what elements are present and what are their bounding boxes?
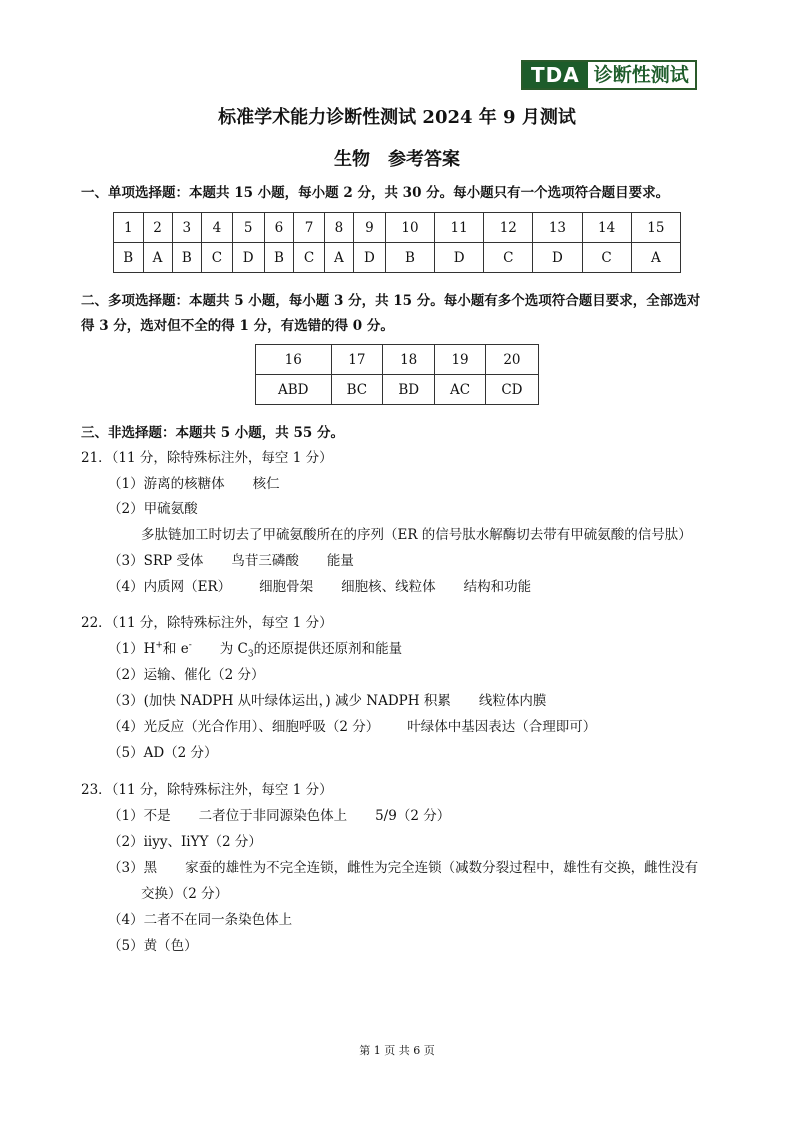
q23-answer-5: （5）黄（色） (108, 938, 198, 954)
section1-question-number-12: 12 (484, 213, 533, 243)
q22-4a: （4）光反应（光合作用）、细胞呼吸（2 分） (108, 719, 380, 735)
q21-answer-2: （2）甲硫氨酸 (108, 501, 198, 517)
section1-question-number-5: 5 (232, 213, 264, 243)
q23-answer-4: （4）二者不在同一条染色体上 (108, 912, 293, 928)
section2-answer-cell-5: CD (485, 375, 538, 405)
q22-answer-4 (108, 715, 596, 735)
q22-answer-5: （5）AD（2 分） (108, 745, 218, 761)
section1-question-number-11: 11 (435, 213, 484, 243)
q21-answer-1 (108, 472, 280, 492)
logo-tda-text: TDA (523, 62, 588, 88)
q22-1b: 为 C (219, 641, 248, 657)
q22-answer-3 (108, 689, 546, 709)
section2-answer-cell-3: BD (383, 375, 435, 405)
q21-4b: 细胞骨架 (259, 579, 314, 595)
section1-answer-cell-15: A (631, 243, 680, 273)
q22-1-sup2: - (188, 640, 192, 651)
q23-answer-1 (108, 804, 450, 824)
q22-1c: 的还原提供还原剂和能量 (253, 641, 403, 657)
q23-3a: （3）黑 (108, 860, 158, 876)
section2-answer-cell-4: AC (435, 375, 486, 405)
section1-question-number-15: 15 (631, 213, 680, 243)
section2-question-number-3: 18 (383, 345, 435, 375)
section1-answer-cell-10: B (385, 243, 434, 273)
q22-3b: 线粒体内膜 (478, 693, 547, 709)
section2-question-number-5: 20 (485, 345, 538, 375)
section1-answer-table (113, 212, 681, 273)
section1-answer-cell-5: D (232, 243, 264, 273)
section2-question-number-4: 19 (435, 345, 486, 375)
q22-answer-2: （2）运输、催化（2 分） (108, 667, 265, 683)
section1-heading: 一、单项选择题：本题共 15 小题，每小题 2 分，共 30 分。每小题只有一个选项符合题目要求。 (81, 185, 670, 201)
q23-header: 23．（11 分，除特殊标注外，每空 1 分） (81, 782, 333, 798)
q21-4c: 细胞核、线粒体 (341, 579, 436, 595)
q21-3a: （3）SRP 受体 (108, 553, 204, 569)
section3-heading: 三、非选择题：本题共 5 小题，共 55 分。 (81, 425, 344, 441)
q22-1-sup: + (155, 640, 163, 651)
section1-question-number-7: 7 (294, 213, 325, 243)
section1-answer-cell-4: C (202, 243, 233, 273)
section2-answer-cell-1: ABD (256, 375, 332, 405)
q22-1-sub: 3 (247, 649, 254, 660)
q21-3b: 鸟苷三磷酸 (231, 553, 299, 569)
q23-3b: 家蚕的雄性为不完全连锁，雌性为完全连锁（减数分裂过程中，雄性有交换，雌性没有 (185, 860, 699, 876)
section1-answer-cell-14: C (582, 243, 631, 273)
q21-1b: 核仁 (252, 476, 280, 492)
q22-3a: （3）(加快 NADPH 从叶绿体运出，) 减少 NADPH 积累 (108, 693, 451, 709)
section2-heading-line1: 二、多项选择题：本题共 5 小题，每小题 3 分，共 15 分。每小题有多个选项符合题目要求，全部选对 (81, 293, 701, 309)
section1-answer-cell-6: B (264, 243, 294, 273)
q23-answer-3-cont: 交换）（2 分） (141, 886, 229, 902)
page-subtitle: 生物 参考答案 (334, 149, 460, 170)
q21-answer-4 (108, 575, 531, 595)
logo-diagnostic-text: 诊断性测试 (588, 62, 695, 88)
q21-answer-3 (108, 549, 354, 569)
section1-question-number-14: 14 (582, 213, 631, 243)
section1-answer-cell-12: C (484, 243, 533, 273)
section1-answer-cell-13: D (533, 243, 582, 273)
q23-1b: 二者位于非同源染色体上 (198, 808, 348, 824)
section1-question-number-3: 3 (172, 213, 202, 243)
q22-answer-1 (108, 637, 402, 660)
section1-question-number-2: 2 (143, 213, 172, 243)
tda-logo (521, 60, 697, 90)
section1-question-number-6: 6 (264, 213, 294, 243)
section1-answer-cell-2: A (143, 243, 172, 273)
q23-1c: 5/9（2 分） (375, 808, 451, 824)
section1-question-number-9: 9 (353, 213, 385, 243)
section1-answer-cell-7: C (294, 243, 325, 273)
q22-4b: 叶绿体中基因表达（合理即可） (407, 719, 597, 735)
section1-answer-cell-1: B (114, 243, 144, 273)
section2-answer-cell-2: BC (331, 375, 383, 405)
section1-answer-cell-9: D (353, 243, 385, 273)
q21-3c: 能量 (326, 553, 354, 569)
section2-question-number-2: 17 (331, 345, 383, 375)
section1-answer-cell-8: A (324, 243, 353, 273)
q21-header: 21．（11 分，除特殊标注外，每空 1 分） (81, 450, 333, 466)
q21-answer-2-detail: 多肽链加工时切去了甲硫氨酸所在的序列（ER 的信号肽水解酶切去带有甲硫氨酸的信号肽） (141, 527, 692, 543)
section1-question-number-1: 1 (114, 213, 144, 243)
section1-question-number-8: 8 (324, 213, 353, 243)
page-title: 标准学术能力诊断性测试 2024 年 9 月测试 (218, 107, 576, 128)
q23-answer-2: （2）iiyy、IiYY（2 分） (108, 834, 262, 850)
section1-question-number-4: 4 (202, 213, 233, 243)
q21-1a: （1）游离的核糖体 (108, 476, 225, 492)
section1-question-number-10: 10 (385, 213, 434, 243)
section2-heading-line2: 得 3 分，选对但不全的得 1 分，有选错的得 0 分。 (81, 318, 394, 334)
section2-question-number-1: 16 (256, 345, 332, 375)
q21-4a: （4）内质网（ER） (108, 579, 232, 595)
q23-1a: （1）不是 (108, 808, 171, 824)
section1-question-number-13: 13 (533, 213, 582, 243)
section1-answer-cell-11: D (435, 243, 484, 273)
q22-1a: （1）H (108, 641, 156, 657)
q22-1-mid: 和 e (162, 641, 189, 657)
q22-header: 22．（11 分，除特殊标注外，每空 1 分） (81, 615, 333, 631)
page-footer: 第 1 页 共 6 页 (359, 1044, 435, 1057)
q21-4d: 结构和功能 (463, 579, 532, 595)
section1-answer-cell-3: B (172, 243, 202, 273)
section2-answer-table (255, 344, 539, 405)
q23-answer-3 (108, 856, 698, 876)
